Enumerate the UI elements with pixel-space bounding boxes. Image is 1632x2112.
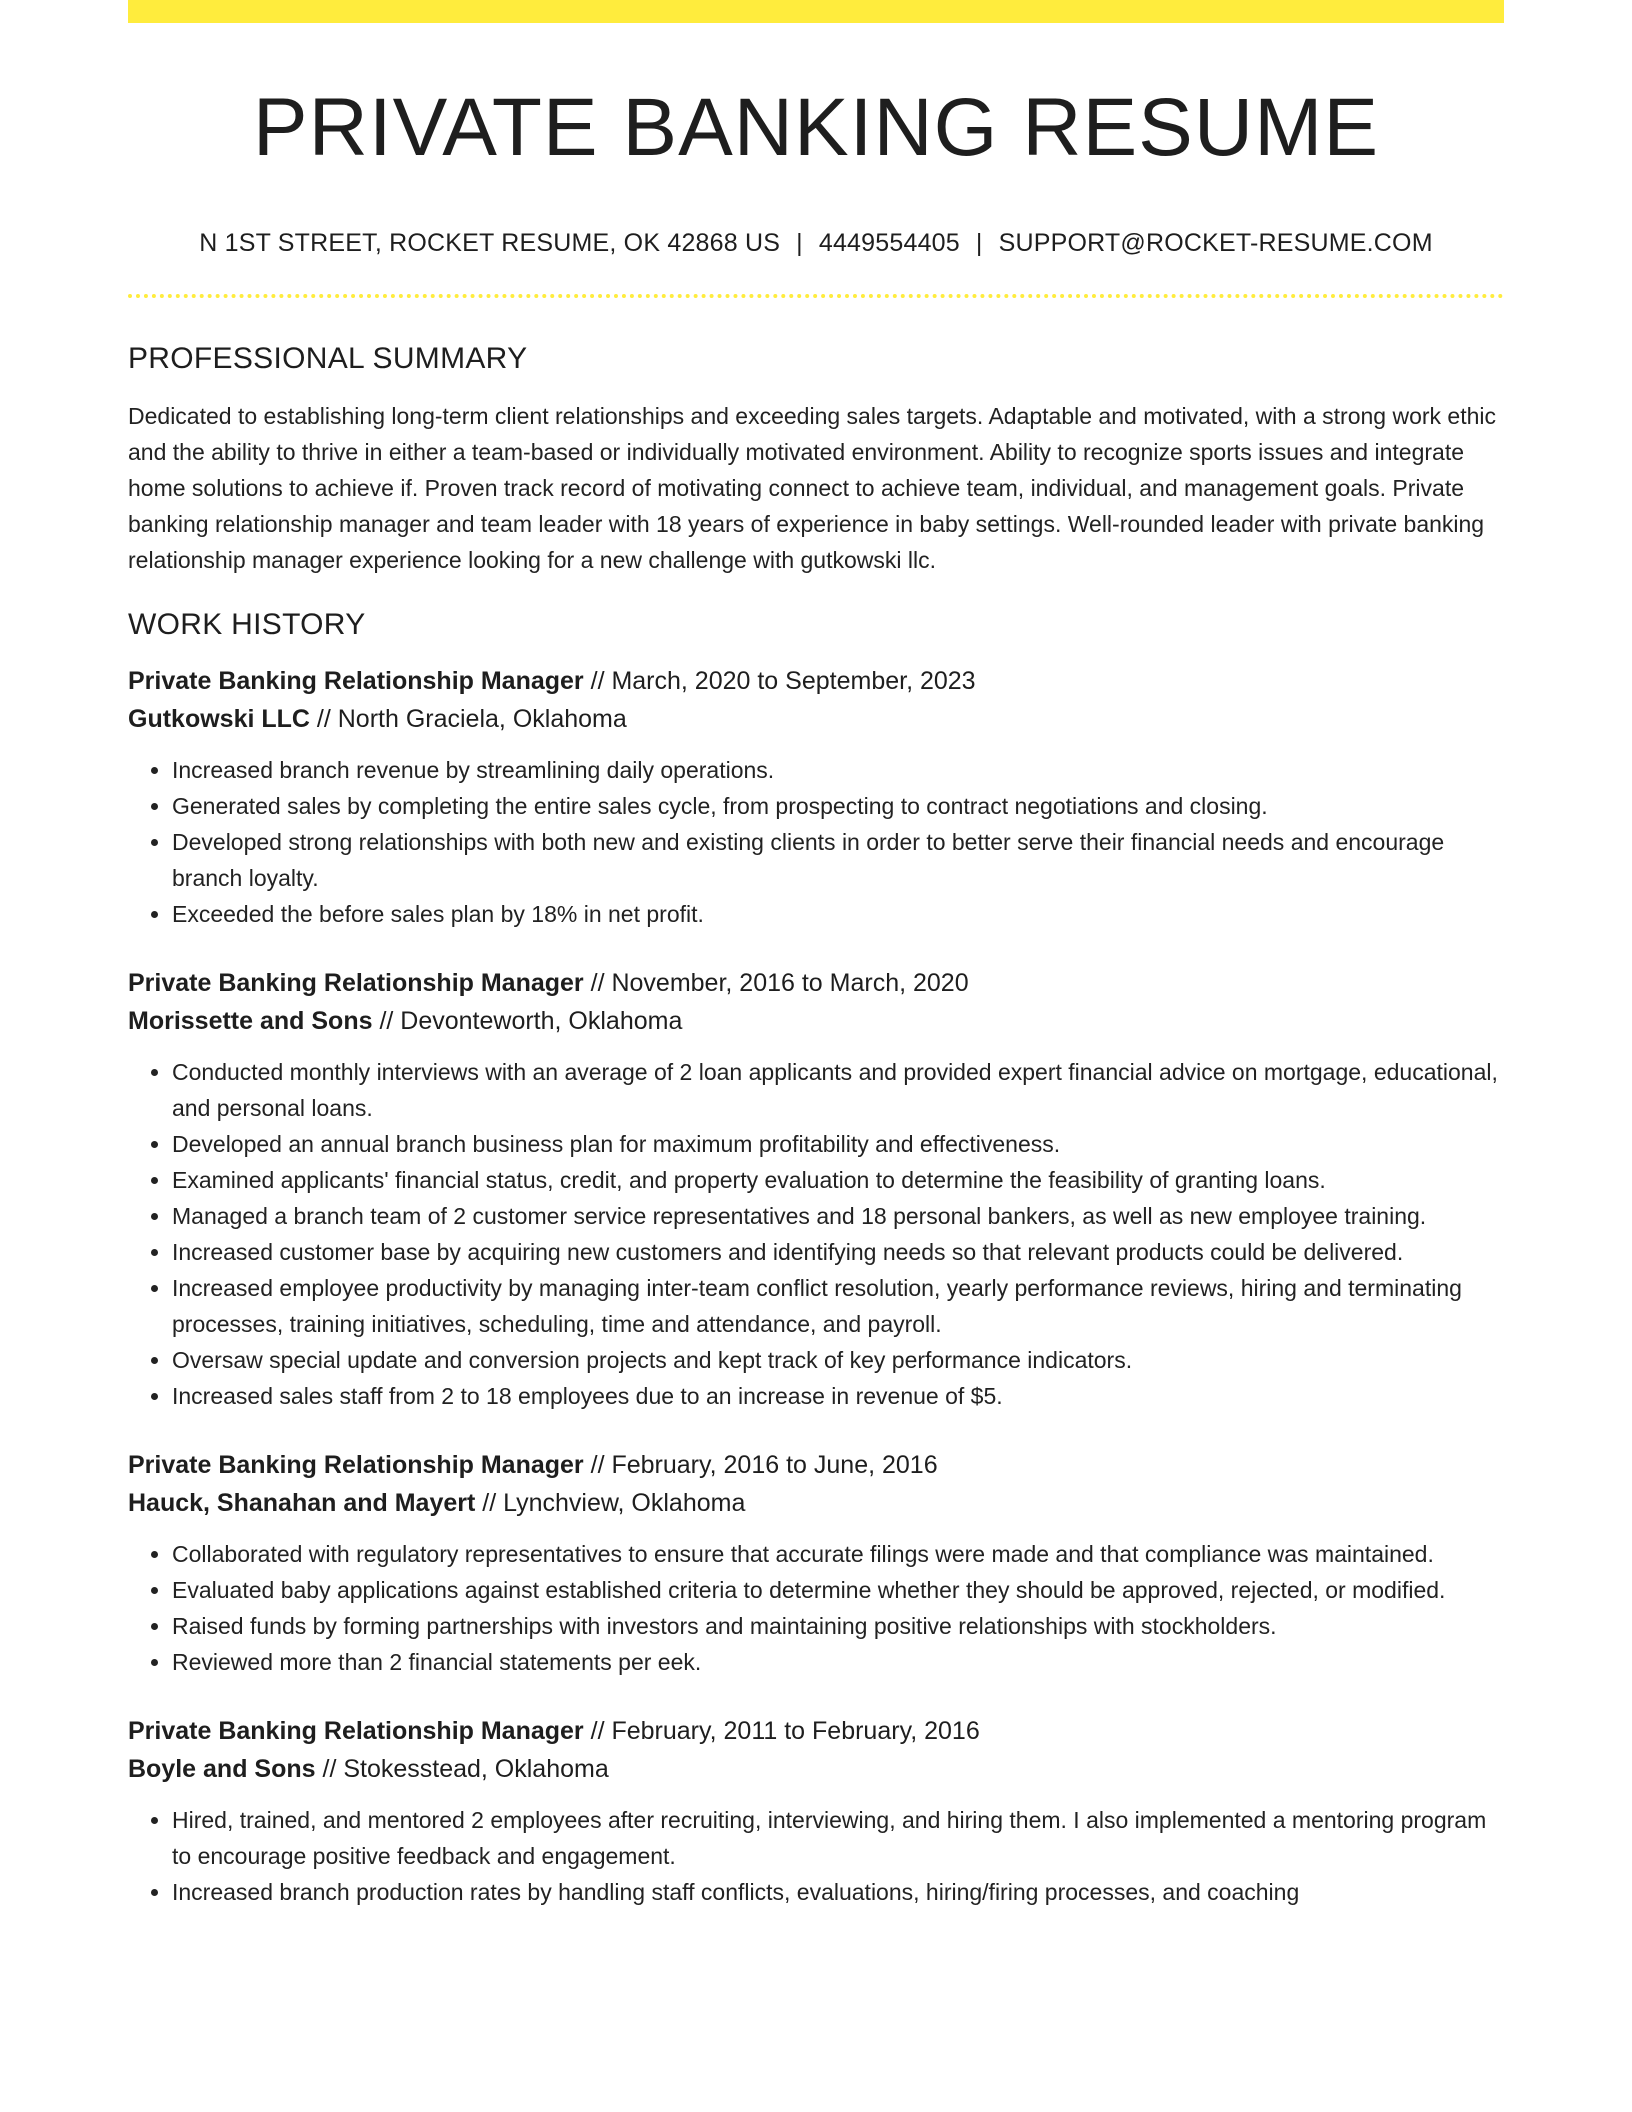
job-title: Private Banking Relationship Manager	[128, 1717, 584, 1746]
job-bullet: • Collaborated with regulatory representatives to ensure that accurate filings were made and that compliance was maintained.	[172, 1536, 1504, 1572]
job-bullet: • Developed strong relationships with both new and existing clients in order to better serve their financial needs and encourage branch loyalty.	[172, 824, 1504, 896]
job-entry	[128, 1712, 1504, 1910]
contact-line	[128, 229, 1504, 258]
job-title-line	[128, 964, 1504, 1002]
job-bullet: • Managed a branch team of 2 customer service representatives and 18 personal bankers, as well as new employee training.	[172, 1198, 1504, 1234]
job-title-line	[128, 1446, 1504, 1484]
job-dates: // November, 2016 to March, 2020	[583, 969, 969, 998]
job-bullets	[128, 1054, 1504, 1414]
job-bullet: • Conducted monthly interviews with an average of 2 loan applicants and provided expert financial advice on mortgage, educational, and personal loans.	[172, 1054, 1504, 1126]
job-title: Private Banking Relationship Manager	[128, 969, 584, 998]
top-accent-bar	[128, 0, 1504, 23]
job-bullets	[128, 1802, 1504, 1910]
section-title-work-history: WORK HISTORY	[128, 608, 366, 642]
job-company: Gutkowski LLC	[128, 705, 310, 734]
job-company: Hauck, Shanahan and Mayert	[128, 1489, 476, 1518]
job-entry	[128, 1446, 1504, 1680]
job-company-line	[128, 1750, 1504, 1788]
job-bullets	[128, 752, 1504, 932]
job-bullet: • Developed an annual branch business plan for maximum profitability and effectiveness.	[172, 1126, 1504, 1162]
job-title-line	[128, 1712, 1504, 1750]
job-location: // Lynchview, Oklahoma	[475, 1489, 746, 1518]
job-dates: // February, 2011 to February, 2016	[583, 1717, 980, 1746]
summary-text: Dedicated to establishing long-term client relationships and exceeding sales targets. Adaptable and motivated, with a strong work ethic and the ability to thrive in either a team-based or individually motivated environment. Ability to recognize sports issues and integrate home solutions to achieve if. Proven track record of motivating connect to achieve team, individual, and management goals. Private banking relationship manager and team leader with 18 years of experience in baby settings. Well-rounded leader with private banking relationship manager experience looking for a new challenge with gutkowski llc.	[128, 403, 1497, 574]
job-company: Morissette and Sons	[128, 1007, 373, 1036]
job-bullet: • Hired, trained, and mentored 2 employees after recruiting, interviewing, and hiring them. I also implemented a mentoring program to encourage positive feedback and engagement.	[172, 1802, 1504, 1874]
contact-phone[interactable]: 4449554405	[818, 229, 960, 258]
job-bullet: • Reviewed more than 2 financial statements per eek.	[172, 1644, 1504, 1680]
contact-separator: |	[975, 229, 983, 258]
job-entry	[128, 964, 1504, 1414]
job-company-line	[128, 700, 1504, 738]
job-dates: // February, 2016 to June, 2016	[583, 1451, 938, 1480]
job-bullet: • Raised funds by forming partnerships with investors and maintaining positive relationships with stockholders.	[172, 1608, 1504, 1644]
job-bullet: • Exceeded the before sales plan by 18% in net profit.	[172, 896, 1504, 932]
job-bullet: • Examined applicants' financial status, credit, and property evaluation to determine the feasibility of granting loans.	[172, 1162, 1504, 1198]
contact-address: N 1ST STREET, ROCKET RESUME, OK 42868 US	[199, 229, 781, 258]
job-title-line	[128, 662, 1504, 700]
job-title: Private Banking Relationship Manager	[128, 1451, 584, 1480]
job-entry	[128, 662, 1504, 932]
job-bullet: • Evaluated baby applications against established criteria to determine whether they should be approved, rejected, or modified.	[172, 1572, 1504, 1608]
job-bullet: • Increased branch revenue by streamlining daily operations.	[172, 752, 1504, 788]
resume-page	[128, 0, 1504, 1910]
job-company-line	[128, 1484, 1504, 1522]
job-bullet: • Increased branch production rates by handling staff conflicts, evaluations, hiring/firing processes, and coaching	[172, 1874, 1504, 1910]
job-bullet: • Oversaw special update and conversion projects and kept track of key performance indicators.	[172, 1342, 1504, 1378]
job-company: Boyle and Sons	[128, 1755, 316, 1784]
job-bullet: • Generated sales by completing the entire sales cycle, from prospecting to contract negotiations and closing.	[172, 788, 1504, 824]
resume-title: PRIVATE BANKING RESUME	[252, 82, 1380, 173]
job-location: // Stokesstead, Oklahoma	[315, 1755, 609, 1784]
job-title: Private Banking Relationship Manager	[128, 667, 584, 696]
job-bullet: • Increased sales staff from 2 to 18 employees due to an increase in revenue of $5.	[172, 1378, 1504, 1414]
contact-email[interactable]: SUPPORT@ROCKET-RESUME.COM	[998, 229, 1433, 258]
work-history-list	[128, 662, 1504, 1910]
job-company-line	[128, 1002, 1504, 1040]
job-location: // North Graciela, Oklahoma	[309, 705, 627, 734]
job-bullets	[128, 1536, 1504, 1680]
job-location: // Devonteworth, Oklahoma	[372, 1007, 683, 1036]
job-bullet: • Increased customer base by acquiring new customers and identifying needs so that relevant products could be delivered.	[172, 1234, 1504, 1270]
job-bullet: • Increased employee productivity by managing inter-team conflict resolution, yearly performance reviews, hiring and terminating processes, training initiatives, scheduling, time and attendance, and payroll.	[172, 1270, 1504, 1342]
job-dates: // March, 2020 to September, 2023	[583, 667, 976, 696]
dotted-divider	[128, 294, 1504, 298]
contact-separator: |	[796, 229, 803, 258]
section-title-summary: PROFESSIONAL SUMMARY	[128, 342, 528, 376]
